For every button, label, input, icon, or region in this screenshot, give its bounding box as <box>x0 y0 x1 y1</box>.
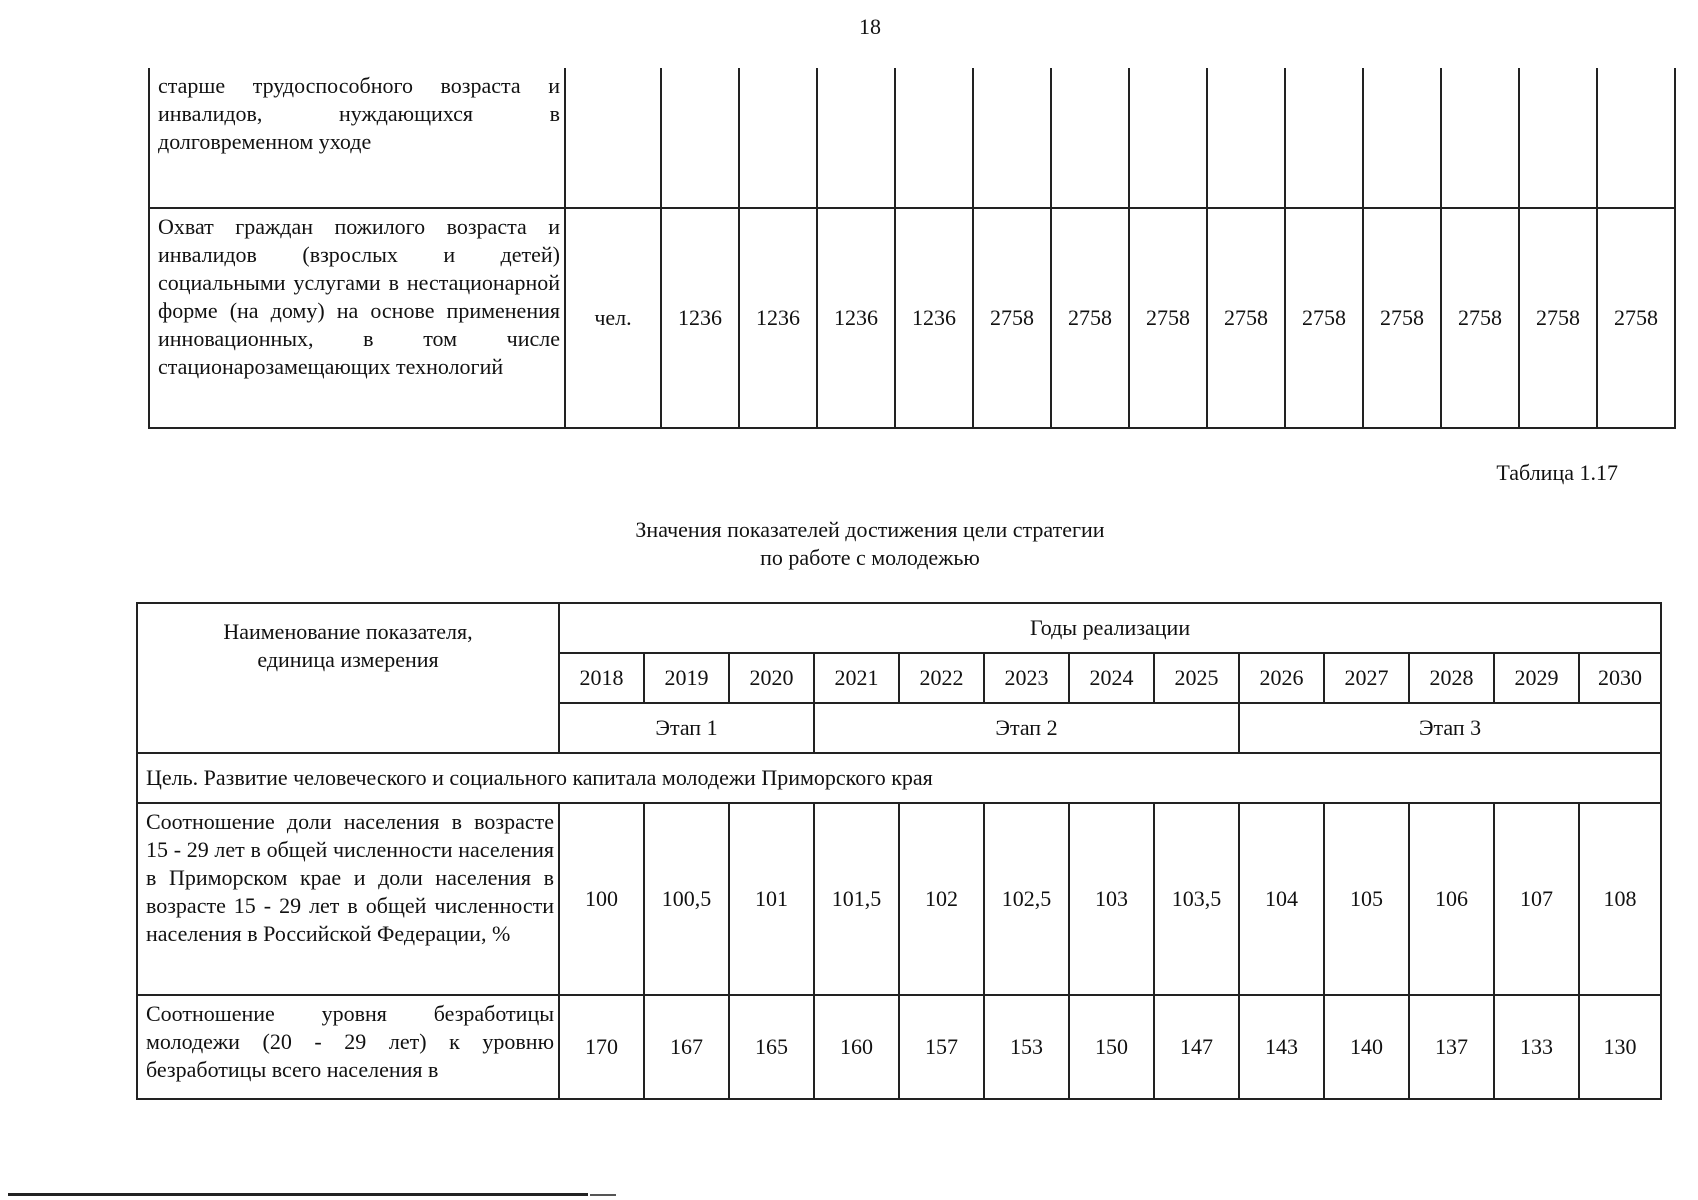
value-cell: 102,5 <box>984 803 1069 995</box>
value-cell: 137 <box>1409 995 1494 1099</box>
table-label: Таблица 1.17 <box>1496 460 1618 485</box>
value-cell: 130 <box>1579 995 1661 1099</box>
value-cell: 2758 <box>1285 208 1363 428</box>
value-cell: 102 <box>899 803 984 995</box>
value-cell: 1236 <box>739 208 817 428</box>
value-cell: 2758 <box>1363 208 1441 428</box>
value-cell: 2758 <box>1129 208 1207 428</box>
header-indicator-name <box>137 603 559 753</box>
header-name-line-2: единица измерения <box>257 647 439 672</box>
year-cell: 2029 <box>1494 653 1579 703</box>
stage-cell: Этап 2 <box>814 703 1239 753</box>
value-cell <box>1441 68 1519 208</box>
value-cell <box>895 68 973 208</box>
value-cell: 150 <box>1069 995 1154 1099</box>
value-cell: 1236 <box>895 208 973 428</box>
value-cell: 1236 <box>661 208 739 428</box>
value-cell: 103 <box>1069 803 1154 995</box>
value-cell: 100 <box>559 803 644 995</box>
value-cell: 2758 <box>1519 208 1597 428</box>
value-cell: 107 <box>1494 803 1579 995</box>
year-cell: 2030 <box>1579 653 1661 703</box>
value-cell: 133 <box>1494 995 1579 1099</box>
value-cell: 100,5 <box>644 803 729 995</box>
value-cell: 106 <box>1409 803 1494 995</box>
value-cell: 2758 <box>973 208 1051 428</box>
footnote-separator-line <box>8 1193 588 1196</box>
header-name-line-1: Наименование показателя, <box>223 619 473 644</box>
value-cell: 2758 <box>1441 208 1519 428</box>
indicator-name: старше трудоспособного возраста и инвалидов, нуждающихся в долговременном уходе <box>149 68 565 208</box>
value-cell: 2758 <box>1207 208 1285 428</box>
value-cell: 103,5 <box>1154 803 1239 995</box>
value-cell: 2758 <box>1597 208 1675 428</box>
goal-row <box>137 753 1661 803</box>
year-cell: 2018 <box>559 653 644 703</box>
value-cell <box>1285 68 1363 208</box>
year-cell: 2027 <box>1324 653 1409 703</box>
table-title <box>0 516 1698 572</box>
page-number: 18 <box>859 14 881 39</box>
value-cell <box>739 68 817 208</box>
header-row <box>137 603 1661 653</box>
value-cell: 160 <box>814 995 899 1099</box>
year-cell: 2023 <box>984 653 1069 703</box>
value-cell: 147 <box>1154 995 1239 1099</box>
value-cell <box>1129 68 1207 208</box>
value-cell: 105 <box>1324 803 1409 995</box>
indicator-name: Охват граждан пожилого возраста и инвалидов (взрослых и детей) социальными услугами в нестационарной форме (на дому) на основе применения инновационных, в том числе стационарозамещающих технологий <box>149 208 565 428</box>
indicator-name: Соотношение уровня безработицы молодежи (20 - 29 лет) к уровню безработицы всего населения в <box>137 995 559 1099</box>
value-cell <box>817 68 895 208</box>
value-cell: 143 <box>1239 995 1324 1099</box>
year-cell: 2026 <box>1239 653 1324 703</box>
value-cell: 101 <box>729 803 814 995</box>
indicator-unit <box>565 68 661 208</box>
value-cell: 157 <box>899 995 984 1099</box>
value-cell <box>1597 68 1675 208</box>
indicator-name: Соотношение доли населения в возрасте 15 - 29 лет в общей численности населения в Приморском крае и доли населения в возрасте 15 - 29 лет в общей численности населения в Российской Федерации, % <box>137 803 559 995</box>
value-cell <box>973 68 1051 208</box>
table-row <box>149 208 1675 428</box>
continued-indicators-table <box>148 68 1676 429</box>
year-cell: 2020 <box>729 653 814 703</box>
value-cell: 1236 <box>817 208 895 428</box>
value-cell: 140 <box>1324 995 1409 1099</box>
value-cell: 167 <box>644 995 729 1099</box>
table-row <box>137 803 1661 995</box>
value-cell: 165 <box>729 995 814 1099</box>
indicator-unit: чел. <box>565 208 661 428</box>
value-cell: 104 <box>1239 803 1324 995</box>
stage-cell: Этап 1 <box>559 703 814 753</box>
value-cell <box>1051 68 1129 208</box>
year-cell: 2028 <box>1409 653 1494 703</box>
value-cell <box>1207 68 1285 208</box>
table-title-line-1: Значения показателей достижения цели стратегии <box>635 517 1105 542</box>
year-cell: 2021 <box>814 653 899 703</box>
year-cell: 2022 <box>899 653 984 703</box>
year-cell: 2025 <box>1154 653 1239 703</box>
value-cell: 101,5 <box>814 803 899 995</box>
goal-cell: Цель. Развитие человеческого и социального капитала молодежи Приморского края <box>137 753 1661 803</box>
value-cell <box>1519 68 1597 208</box>
value-cell: 170 <box>559 995 644 1099</box>
table-row <box>137 995 1661 1099</box>
value-cell: 153 <box>984 995 1069 1099</box>
table-title-line-2: по работе с молодежью <box>760 545 980 570</box>
year-cell: 2019 <box>644 653 729 703</box>
year-cell: 2024 <box>1069 653 1154 703</box>
youth-strategy-indicators-table <box>136 602 1662 1100</box>
header-years-title: Годы реализации <box>559 603 1661 653</box>
value-cell: 108 <box>1579 803 1661 995</box>
value-cell <box>1363 68 1441 208</box>
stage-cell: Этап 3 <box>1239 703 1661 753</box>
value-cell <box>661 68 739 208</box>
value-cell: 2758 <box>1051 208 1129 428</box>
footnote-separator-line-tail <box>590 1194 616 1196</box>
table-row <box>149 68 1675 208</box>
